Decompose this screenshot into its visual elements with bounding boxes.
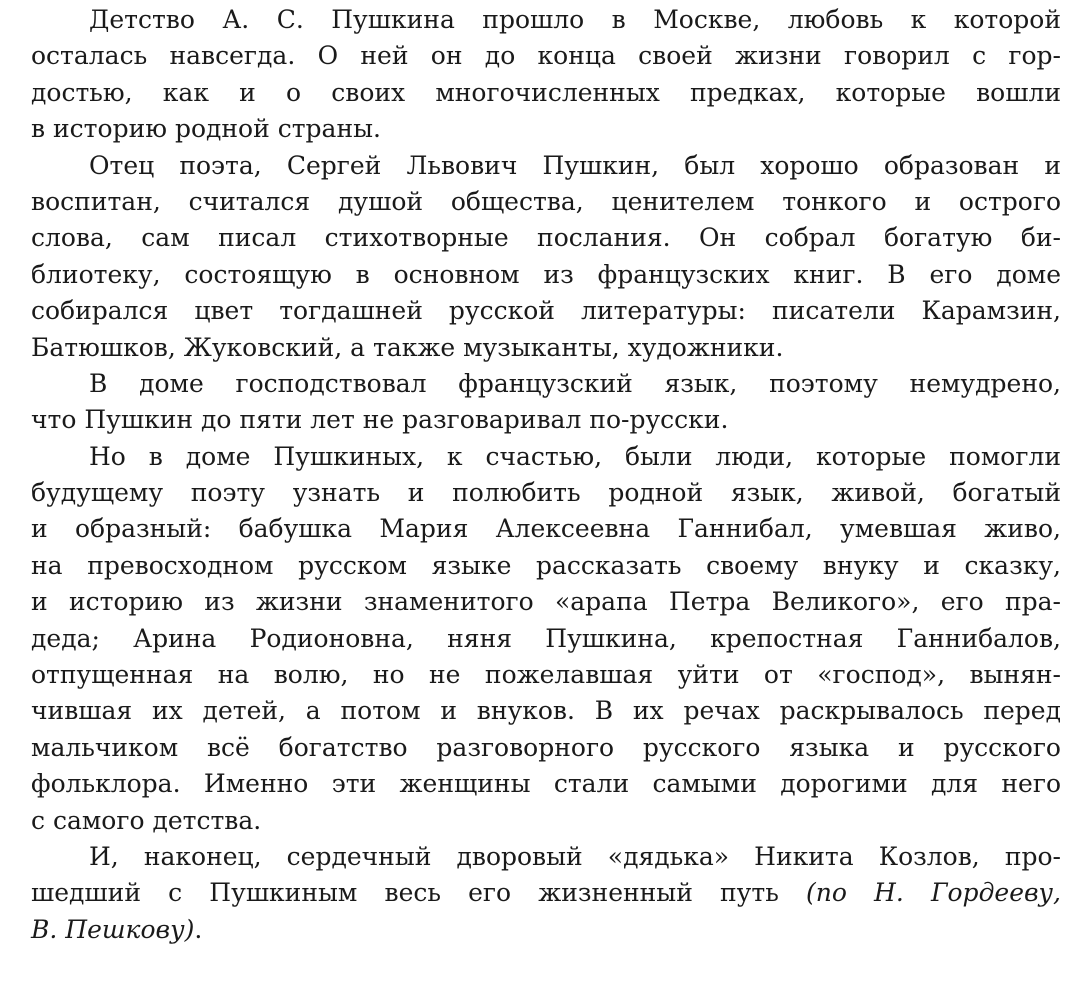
paragraph-4 (31, 439, 1061, 839)
text-line: мальчиком всё богатство разговорного русского языка и русского (31, 732, 1061, 762)
paragraph-5 (31, 839, 1061, 948)
text-line: отпущенная на волю, но не пожелавшая уйти от «господ», вынян- (31, 660, 1061, 690)
text-line: Отец поэта, Сергей Львович Пушкин, был хорошо образован и (89, 150, 1061, 180)
text-line: и историю из жизни знаменитого «арапа Петра Великого», его пра- (31, 587, 1061, 617)
text-line: В доме господствовал французский язык, поэтому немудрено, (89, 368, 1061, 398)
text-line: блиотеку, состоящую в основном из французских книг. В его доме (31, 259, 1061, 289)
paragraph-2 (31, 148, 1061, 366)
text-line: в историю родной страны. (31, 114, 381, 144)
text-page (31, 2, 1061, 948)
citation-authors-part1: (по Н. Гордееву, (806, 878, 1061, 908)
text-line (31, 875, 1061, 911)
text-line: слова, сам писал стихотворные послания. Он собрал богатую би- (31, 223, 1061, 253)
text-line (31, 912, 1061, 948)
text-line: фольклора. Именно эти женщины стали самыми дорогими для него (31, 769, 1061, 799)
citation-end: . (194, 914, 203, 944)
paragraph-1 (31, 2, 1061, 148)
text-line-content: шедший с Пушкиным весь его жизненный путь (31, 878, 779, 908)
text-line: Но в доме Пушкиных, к счастью, были люди, которые помогли (89, 441, 1061, 471)
citation-authors-part2: В. Пешкову) (31, 914, 195, 944)
text-line: Батюшков, Жуковский, а также музыканты, художники. (31, 332, 784, 362)
text-line: осталась навсегда. О ней он до конца своей жизни говорил с гор- (31, 41, 1061, 71)
text-line: и образный: бабушка Мария Алексеевна Ганнибал, умевшая живо, (31, 514, 1061, 544)
text-line: собирался цвет тогдашней русской литературы: писатели Карамзин, (31, 296, 1061, 326)
text-line: с самого детства. (31, 805, 262, 835)
text-line: Детство А. С. Пушкина прошло в Москве, любовь к которой (89, 5, 1061, 34)
text-line: воспитан, считался душой общества, ценителем тонкого и острого (31, 186, 1061, 216)
text-line: что Пушкин до пяти лет не разговаривал по-русски. (31, 405, 729, 435)
text-line: будущему поэту узнать и полюбить родной язык, живой, богатый (31, 478, 1061, 508)
text-line: на превосходном русском языке рассказать своему внуку и сказку, (31, 550, 1061, 580)
text-line: чившая их детей, а потом и внуков. В их речах раскрывалось перед (31, 696, 1061, 726)
text-line: деда; Арина Родионовна, няня Пушкина, крепостная Ганнибалов, (31, 623, 1061, 653)
text-line: И, наконец, сердечный дворовый «дядька» Никита Козлов, про- (89, 841, 1061, 871)
text-line: достью, как и о своих многочисленных предках, которые вошли (31, 77, 1061, 107)
paragraph-3 (31, 366, 1061, 439)
